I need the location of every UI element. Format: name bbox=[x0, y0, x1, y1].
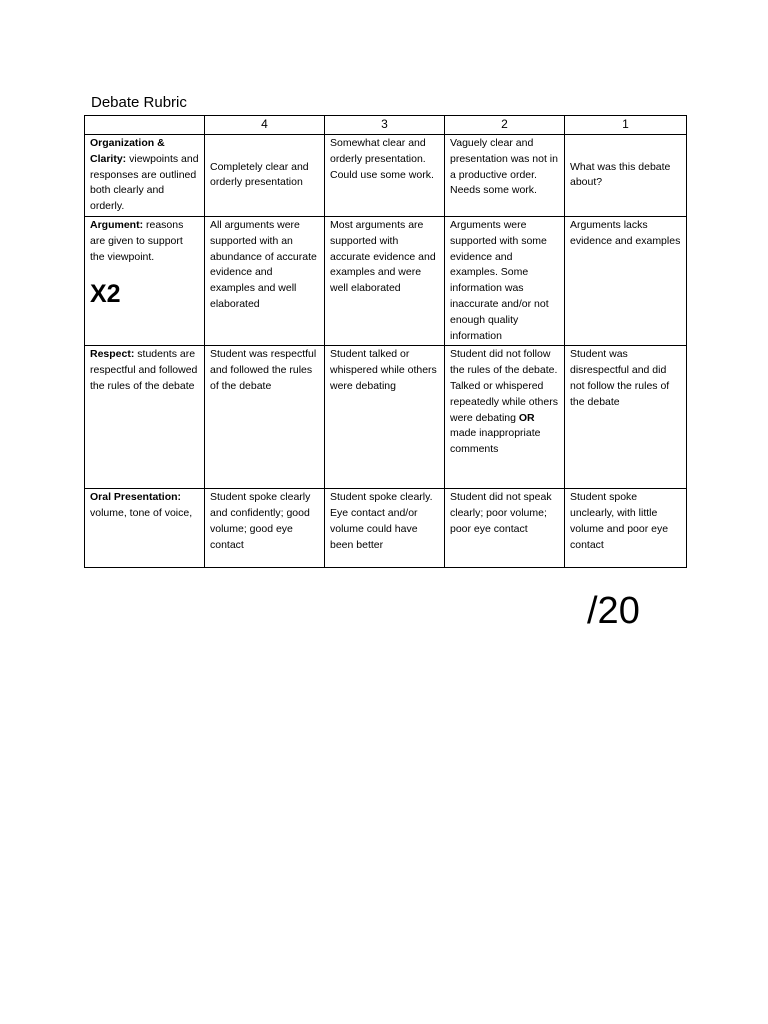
emphasis-or: OR bbox=[518, 411, 535, 424]
rubric-title: Debate Rubric bbox=[91, 94, 187, 111]
score-cell: Completely clear and orderly presentation bbox=[205, 135, 325, 217]
criterion-description: reasons are given to support the viewpoint. bbox=[90, 218, 184, 263]
header-cell-criteria bbox=[85, 116, 205, 135]
criterion-name: Oral Presentation: bbox=[90, 491, 182, 504]
table-row bbox=[85, 216, 687, 345]
score-cell: Arguments were supported with some evidence and examples. Some information was inaccurate and/or not enough quality information bbox=[445, 216, 565, 345]
criterion-description: students are respectful and followed the rules of the debate bbox=[90, 348, 198, 392]
total-score: /20 bbox=[587, 590, 640, 632]
criterion-name: Respect: bbox=[90, 348, 135, 361]
score-cell: Arguments lacks evidence and examples bbox=[565, 216, 687, 345]
score-cell: Student was disrespectful and did not follow the rules of the debate bbox=[565, 346, 687, 489]
criterion-cell-argument bbox=[85, 216, 205, 345]
weight-multiplier: X2 bbox=[90, 280, 121, 309]
score-cell: Somewhat clear and orderly presentation. Could use some work. bbox=[325, 135, 445, 217]
score-cell: What was this debate about? bbox=[565, 135, 687, 217]
criterion-cell-organization bbox=[85, 135, 205, 217]
criterion-name: Organization & Clarity: bbox=[90, 137, 165, 165]
table-row bbox=[85, 489, 687, 568]
score-cell: Student talked or whispered while others were debating bbox=[325, 346, 445, 489]
header-row bbox=[85, 116, 687, 135]
criterion-description: volume, tone of voice, bbox=[90, 507, 193, 520]
header-cell-score-1: 1 bbox=[565, 116, 687, 135]
rubric-table bbox=[84, 115, 687, 568]
cell-text: made inappropriate comments bbox=[450, 427, 541, 456]
score-cell: Most arguments are supported with accurate evidence and examples and were well elaborated bbox=[325, 216, 445, 345]
score-cell: Student did not speak clearly; poor volume; poor eye contact bbox=[445, 489, 565, 568]
criterion-cell-respect bbox=[85, 346, 205, 489]
score-cell: All arguments were supported with an abundance of accurate evidence and examples and well elaborated bbox=[205, 216, 325, 345]
score-cell: Student spoke clearly and confidently; good volume; good eye contact bbox=[205, 489, 325, 568]
criterion-cell-oral-presentation bbox=[85, 489, 205, 568]
header-cell-score-4: 4 bbox=[205, 116, 325, 135]
score-cell: Student spoke clearly. Eye contact and/or volume could have been better bbox=[325, 489, 445, 568]
score-cell: Student was respectful and followed the rules of the debate bbox=[205, 346, 325, 489]
table-row bbox=[85, 135, 687, 217]
score-cell: Student spoke unclearly, with little volume and poor eye contact bbox=[565, 489, 687, 568]
score-cell: Vaguely clear and presentation was not in a productive order. Needs some work. bbox=[445, 135, 565, 217]
table-row bbox=[85, 346, 687, 489]
cell-text: Student did not follow the rules of the debate. Talked or whispered repeatedly while others were debating bbox=[450, 348, 558, 424]
header-cell-score-2: 2 bbox=[445, 116, 565, 135]
score-cell bbox=[445, 346, 565, 489]
criterion-description: viewpoints and responses are outlined both clearly and orderly. bbox=[90, 152, 199, 213]
header-cell-score-3: 3 bbox=[325, 116, 445, 135]
criterion-name: Argument: bbox=[90, 218, 144, 231]
